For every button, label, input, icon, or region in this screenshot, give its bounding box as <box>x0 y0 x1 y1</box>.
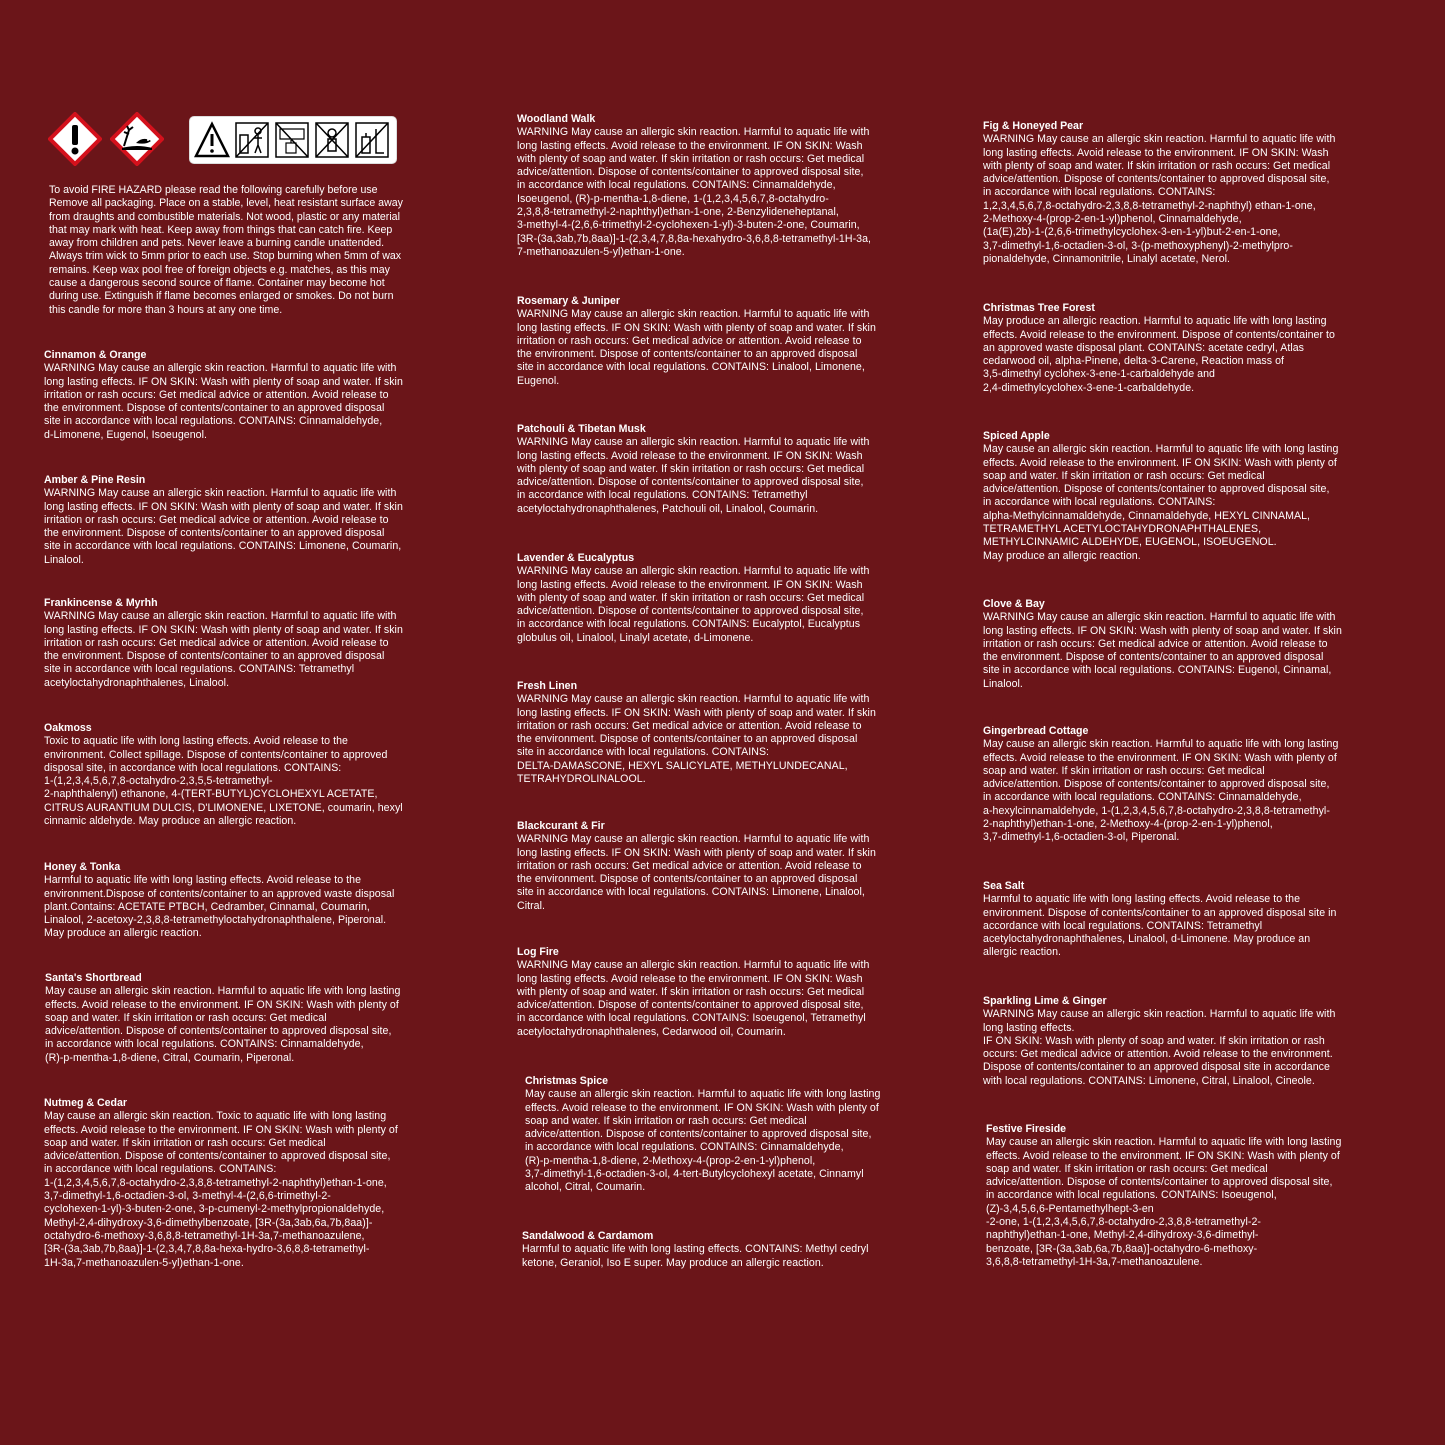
fragrance-warning: WARNING May cause an allergic skin reaction. Harmful to aquatic life with long lasting effects. IF ON SKIN: Wash with plenty of soap and water. If skin irritation or rash occurs: Get medical advice or attention. Avoid release to the environment. Dispose of contents/container to an approved disposal site in accordance with local regulations. CONTAINS: Limonene, Coumarin, Linalool. <box>44 487 403 566</box>
fragrance-title: Festive Fireside <box>986 1123 1067 1135</box>
fire-hazard-instructions: To avoid FIRE HAZARD please read the following carefully before use Remove all packaging. Place on a stable, level, heat resistant surface away from draughts and combustible materials. Not wood, plastic or any material that may mark with heat. Keep away from things that can catch fire. Keep away from children and pets. Never leave a burning candle unattended. Always trim wick to 5mm prior to each use. Stop burning when 5mm of wax remains. Keep wax pool free of foreign objects e.g. matches, as this may cause a dangerous second source of flame. Container may become hot during use. Extinguish if flame becomes enlarged or smokes. Do not burn this candle for more than 3 hours at any one time. <box>49 184 403 316</box>
fragrance-title: Oakmoss <box>44 722 92 734</box>
fragrance-title: Spiced Apple <box>983 430 1050 442</box>
fragrance-warning: May cause an allergic skin reaction. Harmful to aquatic life with long lasting effects. Avoid release to the environment. IF ON SKIN: Wash with plenty of soap and water. If skin irritation or rash occurs: Get medical advice/attention. Dispose of contents/container to approved disposal site, in accordance with local regulations. CONTAINS: Cinnamaldehyde, (R)-p-mentha-1,8-diene, 2-Methoxy-4-(prop-2-en-1-yl)phenol, 3,7-dimethyl-1,6-octadien-3-ol, 4-tert-Butylcyclohexyl acetate, Cinnamyl alcohol, Citral, Coumarin. <box>525 1088 881 1194</box>
fragrance-title: Patchouli & Tibetan Musk <box>517 423 646 435</box>
fragrance-section <box>44 474 472 567</box>
fragrance-title: Fresh Linen <box>517 680 578 692</box>
fragrance-section <box>986 1123 1411 1269</box>
fragrance-warning: WARNING May cause an allergic skin reaction. Harmful to aquatic life with long lasting effects. IF ON SKIN: Wash with plenty of soap and water. If skin irritation or rash occurs: Get medical advice or attention. Avoid release to the environment. Dispose of contents/container to an approved disposal site in accordance with local regulations. CONTAINS: Limonene, Linalool, Citral. <box>517 833 876 912</box>
fragrance-warning: WARNING May cause an allergic skin reaction. Harmful to aquatic life with long lasting effects. IF ON SKIN: Wash with plenty of soap and water. If skin irritation or rash occurs: Get medical advice or attention. Avoid release to the environment. Dispose of contents/container to an approved disposal site in accordance with local regulations. CONTAINS: Tetramethyl acetyloctahydronaphthalenes, Linalool. <box>44 610 403 689</box>
fragrance-section <box>983 725 1411 845</box>
fragrance-title: Blackcurant & Fir <box>517 820 605 832</box>
fragrance-section <box>983 302 1411 395</box>
fragrance-section <box>44 597 472 690</box>
fragrance-section <box>983 880 1411 960</box>
fragrance-title: Rosemary & Juniper <box>517 295 621 307</box>
fragrance-title: Sea Salt <box>983 880 1025 892</box>
fragrance-section <box>44 1097 472 1270</box>
fragrance-warning: WARNING May cause an allergic skin reaction. Harmful to aquatic life with long lasting effects. IF ON SKIN: Wash with plenty of soap and water. If skin irritation or rash occurs: Get medical advice or attention. Avoid release to the environment. Dispose of contents/container to an approved disposal site in accordance with local regulations. CONTAINS: Limonene, Citral, Linalool, Cineole. <box>983 1008 1336 1087</box>
fragrance-title: Santa's Shortbread <box>45 972 142 984</box>
fragrance-warning: WARNING May cause an allergic skin reaction. Harmful to aquatic life with long lasting effects. Avoid release to the environment. IF ON SKIN: Wash with plenty of soap and water. If skin irritation or rash occurs: Get medical advice/attention. Dispose of contents/container to approved disposal site, in accordance with local regulations. CONTAINS: Tetramethyl acetyloctahydronaphthalenes, Patchouli oil, Linalool, Coumarin. <box>517 436 870 515</box>
fragrance-warning: May cause an allergic skin reaction. Harmful to aquatic life with long lasting effects. Avoid release to the environment. IF ON SKIN: Wash with plenty of soap and water. If skin irritation or rash occurs: Get medical advice/attention. Dispose of contents/container to approved disposal site, in accordance with local regulations. CONTAINS: Cinnamaldehyde, (R)-p-mentha-1,8-diene, Citral, Coumarin, Piperonal. <box>45 985 401 1064</box>
warning-triangle-icon <box>194 121 230 159</box>
fragrance-section <box>517 113 947 259</box>
fragrance-section <box>517 680 947 786</box>
fragrance-title: Clove & Bay <box>983 598 1045 610</box>
do-not-leave-unattended-icon <box>314 121 350 159</box>
fragrance-warning: WARNING May cause an allergic skin reaction. Harmful to aquatic life with long lasting effects. Avoid release to the environment. IF ON SKIN: Wash with plenty of soap and water. If skin irritation or rash occurs: Get medical advice/attention. Dispose of contents/container to approved disposal site, in accordance with local regulations. CONTAINS: Eucalyptol, Eucalyptus globulus oil, Linalool, Linalyl acetate, d-Limonene. <box>517 565 870 644</box>
fragrance-warning: May cause an allergic skin reaction. Harmful to aquatic life with long lasting effects. Avoid release to the environment. IF ON SKIN: Wash with plenty of soap and water. If skin irritation or rash occurs: Get medical advice/attention. Dispose of contents/container to approved disposal site, in accordance with local regulations. CONTAINS: alpha-Methylcinnamaldehyde, Cinnamaldehyde, HEXYL CINNAMAL, TETRAMETHYL ACETYLOCTAHYDRONAPHTHALENES, METHYLCINNAMIC ALDEHYDE, EUGENOL, ISOEUGENOL. May produce an allergic reaction. <box>983 443 1339 562</box>
fragrance-section <box>525 1075 947 1195</box>
fragrance-section <box>44 349 472 442</box>
fragrance-warning: WARNING May cause an allergic skin reaction. Harmful to aquatic life with long lasting effects. IF ON SKIN: Wash with plenty of soap and water. If skin irritation or rash occurs: Get medical advice or attention. Avoid release to the environment. Dispose of contents/container to an approved disposal site in accordance with local regulations. CONTAINS: Cinnamaldehyde, d-Limonene, Eugenol, Isoeugenol. <box>44 362 403 441</box>
fragrance-section <box>517 946 947 1039</box>
fragrance-title: Frankincense & Myrhh <box>44 597 158 609</box>
fragrance-section <box>517 295 947 388</box>
fragrance-warning: Toxic to aquatic life with long lasting effects. Avoid release to the environment. Collect spillage. Dispose of contents/container to approved disposal site, in accordance with local regulations. CONTAINS: 1-(1,2,3,4,5,6,7,8-octahydro-2,3,5,5-tetramethyl- 2-naphthalenyl) ethanone, 4-(TERT-BUTYL)CYCLOHEXYL ACETATE, CITRUS AURANTIUM DULCIS, D'LIMONENE, LIXETONE, coumarin, hexyl cinnamic aldehyde. May produce an allergic reaction. <box>44 735 403 828</box>
fragrance-title: Sandalwood & Cardamom <box>522 1230 654 1242</box>
fragrance-warning: May cause an allergic skin reaction. Harmful to aquatic life with long lasting effects. Avoid release to the environment. IF ON SKIN: Wash with plenty of soap and water. If skin irritation or rash occurs: Get medical advice/attention. Dispose of contents/container to approved disposal site, in accordance with local regulations. CONTAINS: Isoeugenol, (Z)-3,4,5,6,6-Pentamethylhept-3-en -2-one, 1-(1,2,3,4,5,6,7,8-octahydro-2,3,8,8-tetramethyl-2- naphthyl)ethan-1-one, Methyl-2,4-dihydroxy-3,6-dimethyl- benzoate, [3R-(3a,3ab,6a,7b,8aa)]-octahydro-6-methoxy- 3,6,8,8-tetramethyl-1H-3a,7-methanoazulene. <box>986 1136 1342 1268</box>
burn-time-limit-icon <box>354 121 390 159</box>
fragrance-warning: Harmful to aquatic life with long lasting effects. CONTAINS: Methyl cedryl ketone, Geraniol, Iso E super. May produce an allergic reaction. <box>522 1243 869 1269</box>
fragrance-warning: May produce an allergic reaction. Harmful to aquatic life with long lasting effects. Avoid release to the environment. Dispose of contents/container to an approved waste disposal plant. CONTAINS: acetate cedryl, Atlas cedarwood oil, alpha-Pinene, delta-3-Carene, Reaction mass of 3,5-dimethyl cyclohex-3-ene-1-carbaldehyde and 2,4-dimethylcyclohex-3-ene-1-carbaldehyde. <box>983 315 1335 394</box>
fragrance-title: Gingerbread Cottage <box>983 725 1089 737</box>
fragrance-warning: Harmful to aquatic life with long lasting effects. Avoid release to the environment. Dispose of contents/container to an approved disposal site in accordance with local regulations. CONTAINS: Tetramethyl acetyloctahydronaphthalenes, Linalool, d-Limonene. May produce an allergic reaction. <box>983 893 1337 959</box>
fragrance-section <box>522 1230 947 1270</box>
fragrance-section <box>517 552 947 645</box>
fragrance-title: Amber & Pine Resin <box>44 474 146 486</box>
fragrance-warning: WARNING May cause an allergic skin reaction. Harmful to aquatic life with long lasting effects. IF ON SKIN: Wash with plenty of soap and water. If skin irritation or rash occurs: Get medical advice or attention. Avoid release to the environment. Dispose of contents/container to an approved disposal site in accordance with local regulations. CONTAINS: DELTA-DAMASCONE, HEXYL SALICYLATE, METHYLUNDECANAL, TETRAHYDROLINALOOL. <box>517 693 876 786</box>
fragrance-title: Christmas Tree Forest <box>983 302 1095 314</box>
exclamation-hazard-icon <box>48 112 102 166</box>
fragrance-title: Cinnamon & Orange <box>44 349 147 361</box>
fragrance-section <box>517 423 947 516</box>
fragrance-section <box>517 820 947 913</box>
fragrance-title: Log Fire <box>517 946 559 958</box>
do-not-place-near-flammables-icon <box>274 121 310 159</box>
fragrance-warning: WARNING May cause an allergic skin reaction. Harmful to aquatic life with long lasting effects. IF ON SKIN: Wash with plenty of soap and water. If skin irritation or rash occurs: Get medical advice or attention. Avoid release to the environment. Dispose of contents/container to an approved disposal site in accordance with local regulations. CONTAINS: Eugenol, Cinnamal, Linalool. <box>983 611 1342 690</box>
fragrance-title: Honey & Tonka <box>44 861 121 873</box>
fragrance-title: Sparkling Lime & Ginger <box>983 995 1107 1007</box>
environment-hazard-icon <box>110 112 164 166</box>
fragrance-title: Lavender & Eucalyptus <box>517 552 635 564</box>
fragrance-warning: May cause an allergic skin reaction. Harmful to aquatic life with long lasting effects. Avoid release to the environment. IF ON SKIN: Wash with plenty of soap and water. If skin irritation or rash occurs: Get medical advice/attention. Dispose of contents/container to approved disposal site, in accordance with local regulations. CONTAINS: Cinnamaldehyde, a-hexylcinnamaldehyde, 1-(1,2,3,4,5,6,7,8-octahydro-2,3,8,8-tetramethyl- 2-naphthyl)ethan-1-one, 2-Methoxy-4-(prop-2-en-1-yl)phenol, 3,7-dimethyl-1,6-octadien-3-ol, Piperonal. <box>983 738 1339 844</box>
fragrance-title: Nutmeg & Cedar <box>44 1097 127 1109</box>
fragrance-section <box>44 861 472 941</box>
fragrance-section <box>983 430 1411 563</box>
fragrance-warning: WARNING May cause an allergic skin reaction. Harmful to aquatic life with long lasting effects. Avoid release to the environment. IF ON SKIN: Wash with plenty of soap and water. If skin irritation or rash occurs: Get medical advice/attention. Dispose of contents/container to approved disposal site, in accordance with local regulations. CONTAINS: Isoeugenol, Tetramethyl acetyloctahydronaphthalenes, Cedarwood oil, Coumarin. <box>517 959 870 1038</box>
fragrance-warning: Harmful to aquatic life with long lasting effects. Avoid release to the environment.Dispose of contents/container to an approved waste disposal plant.Contains: ACETATE PTBCH, Cedramber, Cinnamal, Coumarin, Linalool, 2-acetoxy-2,3,8,8-tetramethyloctahydronaphthalene, Piperonal. May produce an allergic reaction. <box>44 874 395 940</box>
fragrance-section <box>983 995 1411 1088</box>
fragrance-section <box>983 598 1411 691</box>
fragrance-title: Woodland Walk <box>517 113 596 125</box>
fragrance-section <box>45 972 472 1065</box>
fragrance-title: Fig & Honeyed Pear <box>983 120 1084 132</box>
keep-away-from-children-icon <box>234 121 270 159</box>
candle-safety-pictograms <box>189 116 397 164</box>
fragrance-warning: WARNING May cause an allergic skin reaction. Harmful to aquatic life with long lasting effects. Avoid release to the environment. IF ON SKIN: Wash with plenty of soap and water. If skin irritation or rash occurs: Get medical advice/attention. Dispose of contents/container to approved disposal site, in accordance with local regulations. CONTAINS: Cinnamaldehyde, Isoeugenol, (R)-p-mentha-1,8-diene, 1-(1,2,3,4,5,6,7,8-octahydro- 2,3,8,8-tetramethyl-2-naphthyl)ethan-1-one, 2-Benzylideneheptanal, 3-methyl-4-(2,6,6-trimethyl-2-cyclohexen-1-yl)-3-buten-2-one, Coumarin, [3R-(3a,3ab,7b,8aa)]-1-(2,3,4,7,8,8a-hexahydro-3,6,8,8-tetramethyl-1H-3a, 7-methanoazulen-5-yl)ethan-1-one. <box>517 126 872 258</box>
fragrance-title: Christmas Spice <box>525 1075 609 1087</box>
fragrance-section <box>44 722 472 828</box>
fragrance-warning: WARNING May cause an allergic skin reaction. Harmful to aquatic life with long lasting effects. IF ON SKIN: Wash with plenty of soap and water. If skin irritation or rash occurs: Get medical advice or attention. Avoid release to the environment. Dispose of contents/container to an approved disposal site in accordance with local regulations. CONTAINS: Linalool, Limonene, Eugenol. <box>517 308 876 387</box>
fragrance-warning: May cause an allergic skin reaction. Toxic to aquatic life with long lasting effects. Avoid release to the environment. IF ON SKIN: Wash with plenty of soap and water. If skin irritation or rash occurs: Get medical advice/attention. Dispose of contents/container to approved disposal site, in accordance with local regulations. CONTAINS: 1-(1,2,3,4,5,6,7,8-octahydro-2,3,8,8-tetramethyl-2-naphthyl)ethan-1-one, 3,7-dimethyl-1,6-octadien-3-ol, 3-methyl-4-(2,6,6-trimethyl-2- cyclohexen-1-yl)-3-buten-2-one, 3-p-cumenyl-2-methylpropionaldehyde, Methyl-2,4-dihydroxy-3,6-dimethylbenzoate, [3R-(3a,3ab,6a,7b,8aa)]- octahydro-6-methoxy-3,6,8,8-tetramethyl-1H-3a,7-methanoazulene, [3R-(3a,3ab,7b,8aa)]-1-(2,3,4,7,8,8a-hexa-hydro-3,6,8,8-tetramethyl- 1H-3a,7-methanoazulen-5-yl)ethan-1-one. <box>44 1110 398 1269</box>
fragrance-section <box>983 120 1411 266</box>
fragrance-warning: WARNING May cause an allergic skin reaction. Harmful to aquatic life with long lasting effects. Avoid release to the environment. IF ON SKIN: Wash with plenty of soap and water. If skin irritation or rash occurs: Get medical advice/attention. Dispose of contents/container to approved disposal site, in accordance with local regulations. CONTAINS: 1,2,3,4,5,6,7,8-octahydro-2,3,8,8-tetramethyl-2-naphthyl) ethan-1-one, 2-Methoxy-4-(prop-2-en-1-yl)phenol, Cinnamaldehyde, (1a(E),2b)-1-(2,6,6-trimethylcyclohex-3-en-1-yl)but-2-en-1-one, 3,7-dimethyl-1,6-octadien-3-ol, 3-(p-methoxyphenyl)-2-methylpro- pionaldehyde, Cinnamonitrile, Linalyl acetate, Nerol. <box>983 133 1336 265</box>
